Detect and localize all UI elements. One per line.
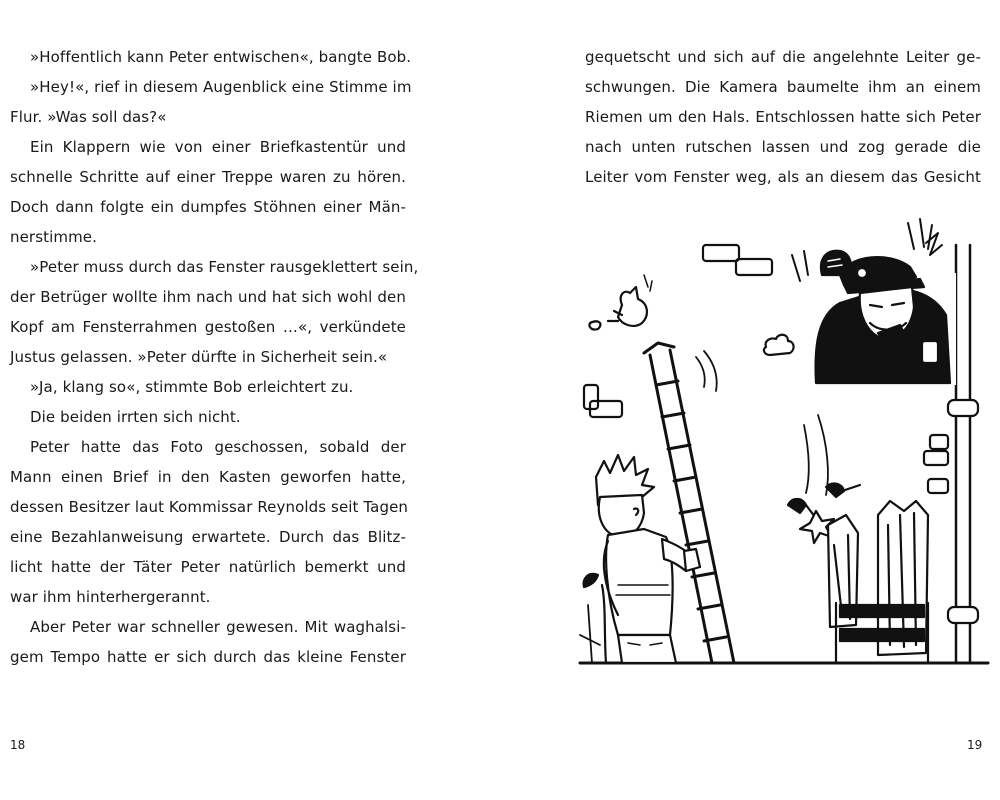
text-line: licht hatte der Täter Peter natürlich bemerkt und: [10, 558, 406, 576]
page-number-right: 19: [967, 738, 983, 752]
text-line: schwungen. Die Kamera baumelte ihm an einem: [585, 78, 981, 96]
text-line: Peter hatte das Foto geschossen, sobald der: [30, 438, 406, 456]
text-line: »Peter muss durch das Fenster rausgeklettert sein,: [30, 258, 419, 276]
text-line: Mann einen Brief in den Kasten geworfen hatte,: [10, 468, 406, 486]
text-line: der Betrüger wollte ihm nach und hat sich wohl den: [10, 288, 406, 306]
left-page-text: [10, 42, 419, 672]
text-line: Ein Klappern wie von einer Briefkastentür und: [30, 138, 406, 156]
text-line: nach unten rutschen lassen und zog gerade die: [585, 138, 981, 156]
text-line: Kopf am Fensterrahmen gestoßen …«, verkündete: [10, 318, 406, 336]
text-line: Doch dann folgte ein dumpfes Stöhnen einer Män-: [10, 198, 406, 216]
text-line: »Hoffentlich kann Peter entwischen«, bangte Bob.: [30, 48, 412, 66]
text-line: Justus gelassen. »Peter dürfte in Sicherheit sein.«: [10, 348, 388, 366]
text-line: war ihm hinterhergerannt.: [10, 588, 211, 606]
comic-illustration-icon: [578, 215, 990, 665]
text-line: Aber Peter war schneller gewesen. Mit waghalsi-: [30, 618, 406, 636]
page-number-left: 18: [10, 738, 26, 752]
text-line: Die beiden irrten sich nicht.: [30, 408, 241, 426]
text-line: gequetscht und sich auf die angelehnte Leiter ge-: [585, 48, 981, 66]
right-page-text: [585, 42, 981, 192]
text-line: »Hey!«, rief in diesem Augenblick eine Stimme im: [30, 78, 412, 96]
text-line: gem Tempo hatte er sich durch das kleine Fenster: [10, 648, 406, 666]
text-line: »Ja, klang so«, stimmte Bob erleichtert zu.: [30, 378, 354, 396]
text-line: Riemen um den Hals. Entschlossen hatte sich Peter: [585, 108, 981, 126]
text-line: Leiter vom Fenster weg, als an diesem das Gesicht: [585, 168, 981, 186]
text-line: dessen Besitzer laut Kommissar Reynolds seit Tagen: [10, 498, 409, 516]
text-line: nerstimme.: [10, 228, 97, 246]
text-line: schnelle Schritte auf einer Treppe waren zu hören.: [10, 168, 406, 186]
text-line: Flur. »Was soll das?«: [10, 108, 167, 126]
text-line: eine Bezahlanweisung erwartete. Durch das Blitz-: [10, 528, 406, 546]
